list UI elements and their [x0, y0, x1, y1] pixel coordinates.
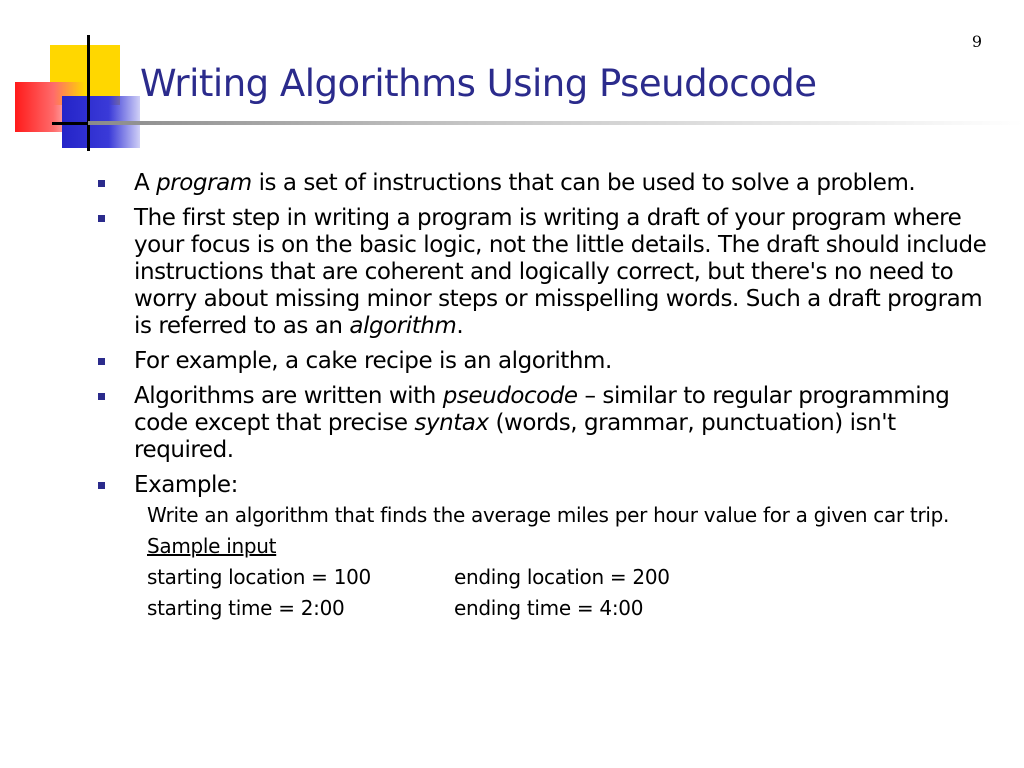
- square-bullet-icon: [98, 180, 105, 187]
- title-underline-rule: [88, 121, 1024, 125]
- square-bullet-icon: [98, 482, 105, 489]
- bullet-program-definition: A program is a set of instructions that can be used to solve a problem.: [95, 170, 995, 197]
- slide-content: [95, 170, 995, 627]
- bullet-example: Example:: [95, 472, 995, 499]
- sample-input-row: [95, 596, 995, 621]
- ending-time: ending time = 4:00: [454, 596, 644, 620]
- ending-location: ending location = 200: [454, 565, 670, 589]
- slide-title: Writing Algorithms Using Pseudocode: [140, 62, 817, 105]
- example-description: Write an algorithm that finds the average miles per hour value for a given car trip.: [147, 503, 950, 527]
- logo-vertical-line: [87, 35, 90, 151]
- page-number: 9: [971, 32, 982, 51]
- bullet-pseudocode: Algorithms are written with pseudocode – similar to regular programming code except that precise syntax (words, grammar, punctuation) isn't required.: [95, 383, 995, 464]
- starting-time: starting time = 2:00: [147, 596, 345, 620]
- bullet-first-step: The first step in writing a program is writing a draft of your program where your focus is on the basic logic, not the little details. The draft should include instructions that are coherent and logically correct, but there's no need to worry about missing minor steps or misspelling words. Such a draft program is referred to as an algorithm.: [95, 205, 995, 340]
- starting-location: starting location = 100: [147, 565, 371, 589]
- bullet-cake-recipe: For example, a cake recipe is an algorithm.: [95, 348, 995, 375]
- square-bullet-icon: [98, 215, 105, 222]
- sample-input-label: Sample input: [147, 534, 277, 558]
- square-bullet-icon: [98, 393, 105, 400]
- sample-input-row: [95, 565, 995, 590]
- square-bullet-icon: [98, 358, 105, 365]
